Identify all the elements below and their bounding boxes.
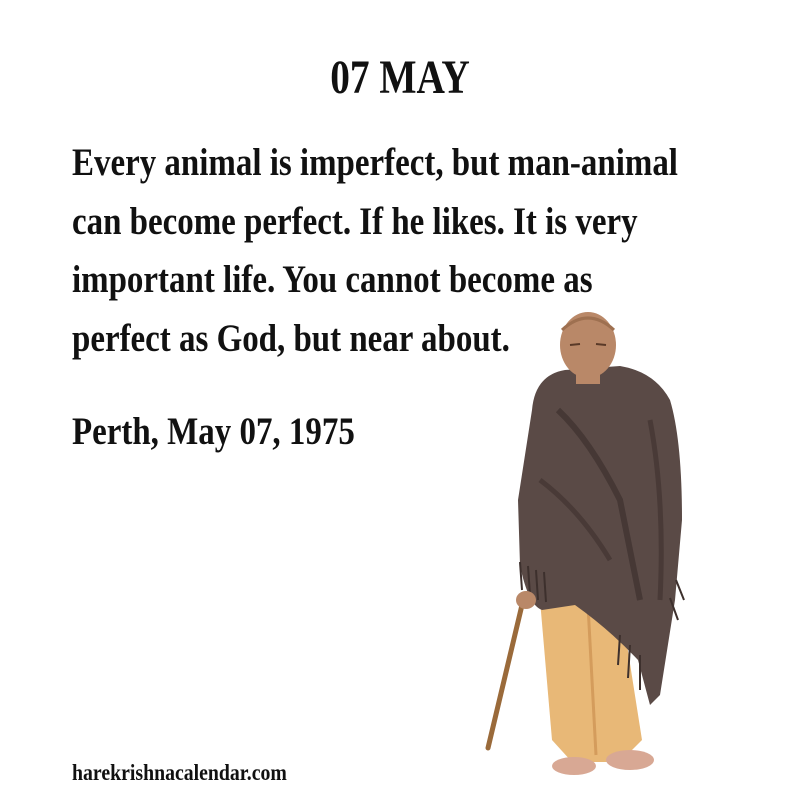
quote-line: perfect as God, but near about. [72, 316, 510, 360]
head [560, 312, 616, 378]
right-shoe [606, 750, 654, 770]
standing-monk-illustration [470, 300, 730, 790]
quote-line: Every animal is imperfect, but man-animal [72, 141, 678, 184]
left-shoe [552, 757, 596, 775]
hand [516, 591, 536, 609]
quote-line: can become perfect. If he likes. It is very [72, 199, 638, 243]
page-title: 07 MAY [330, 51, 470, 104]
quote-source: Perth, May 07, 1975 [72, 410, 355, 453]
website-credit: harekrishnacalendar.com [72, 760, 287, 785]
walking-cane [488, 605, 522, 748]
quote-line: important life. You cannot become as [72, 258, 593, 301]
